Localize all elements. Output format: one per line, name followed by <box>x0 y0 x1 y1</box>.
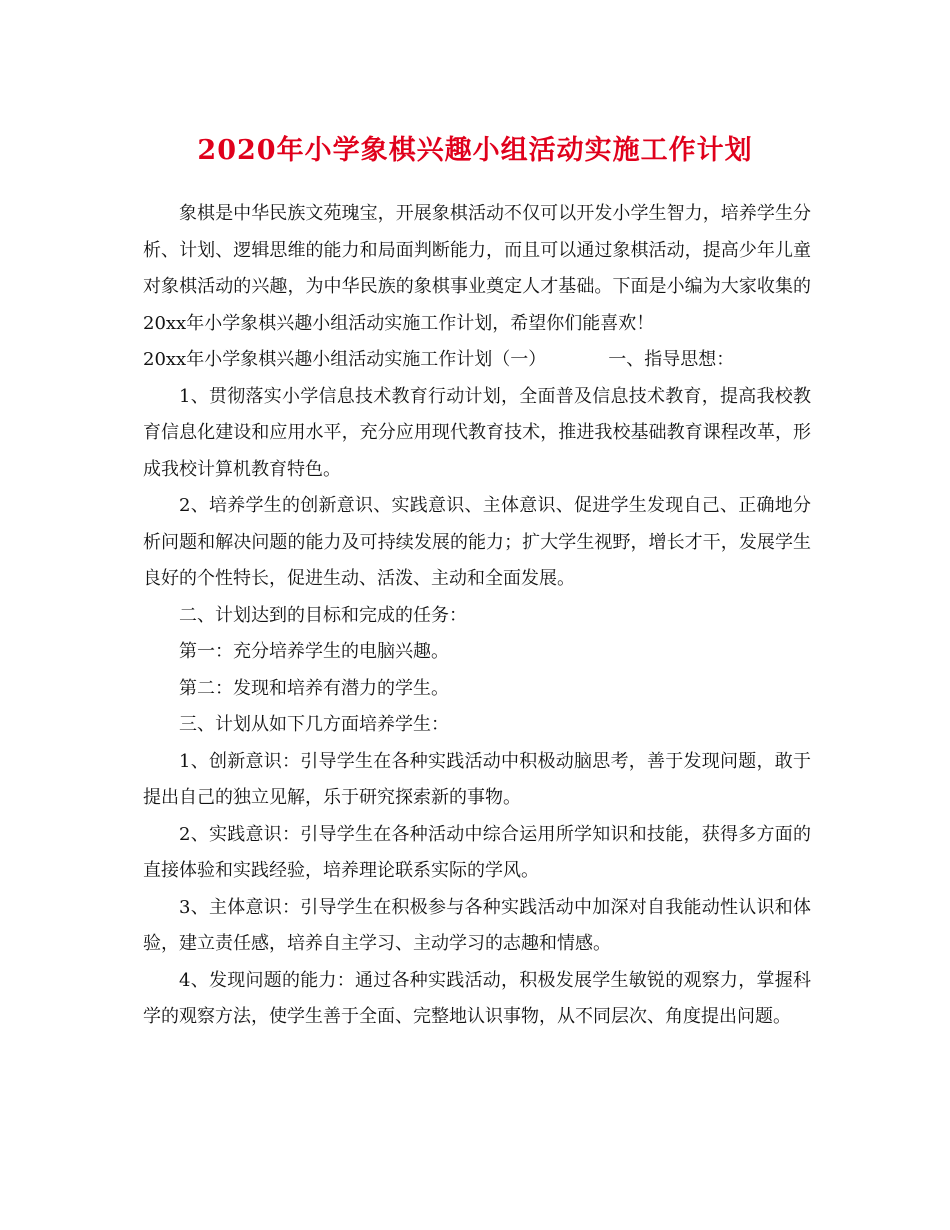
document-title: 2020年小学象棋兴趣小组活动实施工作计划 <box>197 135 753 166</box>
list-item: 第二：发现和培养有潜力的学生。 <box>179 677 449 699</box>
intro-paragraph: 象棋是中华民族文苑瑰宝，开展象棋活动不仅可以开发小学生智力，培养学生分析、计划、逻辑思维的能力和局面判断能力，而且可以通过象棋活动，提高少年儿童对象棋活动的兴趣，为中华民族的象棋事业奠定人才基础。下面是小编为大家收集的20xx年小学象棋兴趣小组活动实施工作计划，希望你们能喜欢！ <box>143 203 811 334</box>
part-title: 20xx年小学象棋兴趣小组活动实施工作计划（一） <box>143 349 547 370</box>
section-heading-training: 三、计划从如下几方面培养学生： <box>179 714 449 735</box>
subtitle-line <box>143 342 811 379</box>
paragraph: 1、创新意识：引导学生在各种实践活动中积极动脑思考，善于发现问题，敢于提出自己的独立见解，乐于研究探索新的事物。 <box>143 750 811 808</box>
section-heading-guiding-ideology: 一、指导思想： <box>608 349 735 370</box>
paragraph: 2、实践意识：引导学生在各种活动中综合运用所学知识和技能，获得多方面的直接体验和实践经验，培养理论联系实际的学风。 <box>143 823 811 881</box>
document-body <box>143 196 811 1036</box>
paragraph: 1、贯彻落实小学信息技术教育行动计划，全面普及信息技术教育，提高我校教育信息化建设和应用水平，充分应用现代教育技术，推进我校基础教育课程改革，形成我校计算机教育特色。 <box>143 385 811 480</box>
paragraph: 4、发现问题的能力：通过各种实践活动，积极发展学生敏锐的观察力，掌握科学的观察方法，使学生善于全面、完整地认识事物，从不同层次、角度提出问题。 <box>143 969 811 1027</box>
paragraph: 3、主体意识：引导学生在积极参与各种实践活动中加深对自我能动性认识和体验，建立责任感，培养自主学习、主动学习的志趣和情感。 <box>143 896 811 954</box>
list-item: 第一：充分培养学生的电脑兴趣。 <box>179 641 449 662</box>
paragraph: 2、培养学生的创新意识、实践意识、主体意识、促进学生发现自己、正确地分析问题和解决问题的能力及可持续发展的能力；扩大学生视野，增长才干，发展学生良好的个性特长，促进生动、活泼、主动和全面发展。 <box>143 495 811 589</box>
section-heading-goals: 二、计划达到的目标和完成的任务： <box>179 604 467 626</box>
